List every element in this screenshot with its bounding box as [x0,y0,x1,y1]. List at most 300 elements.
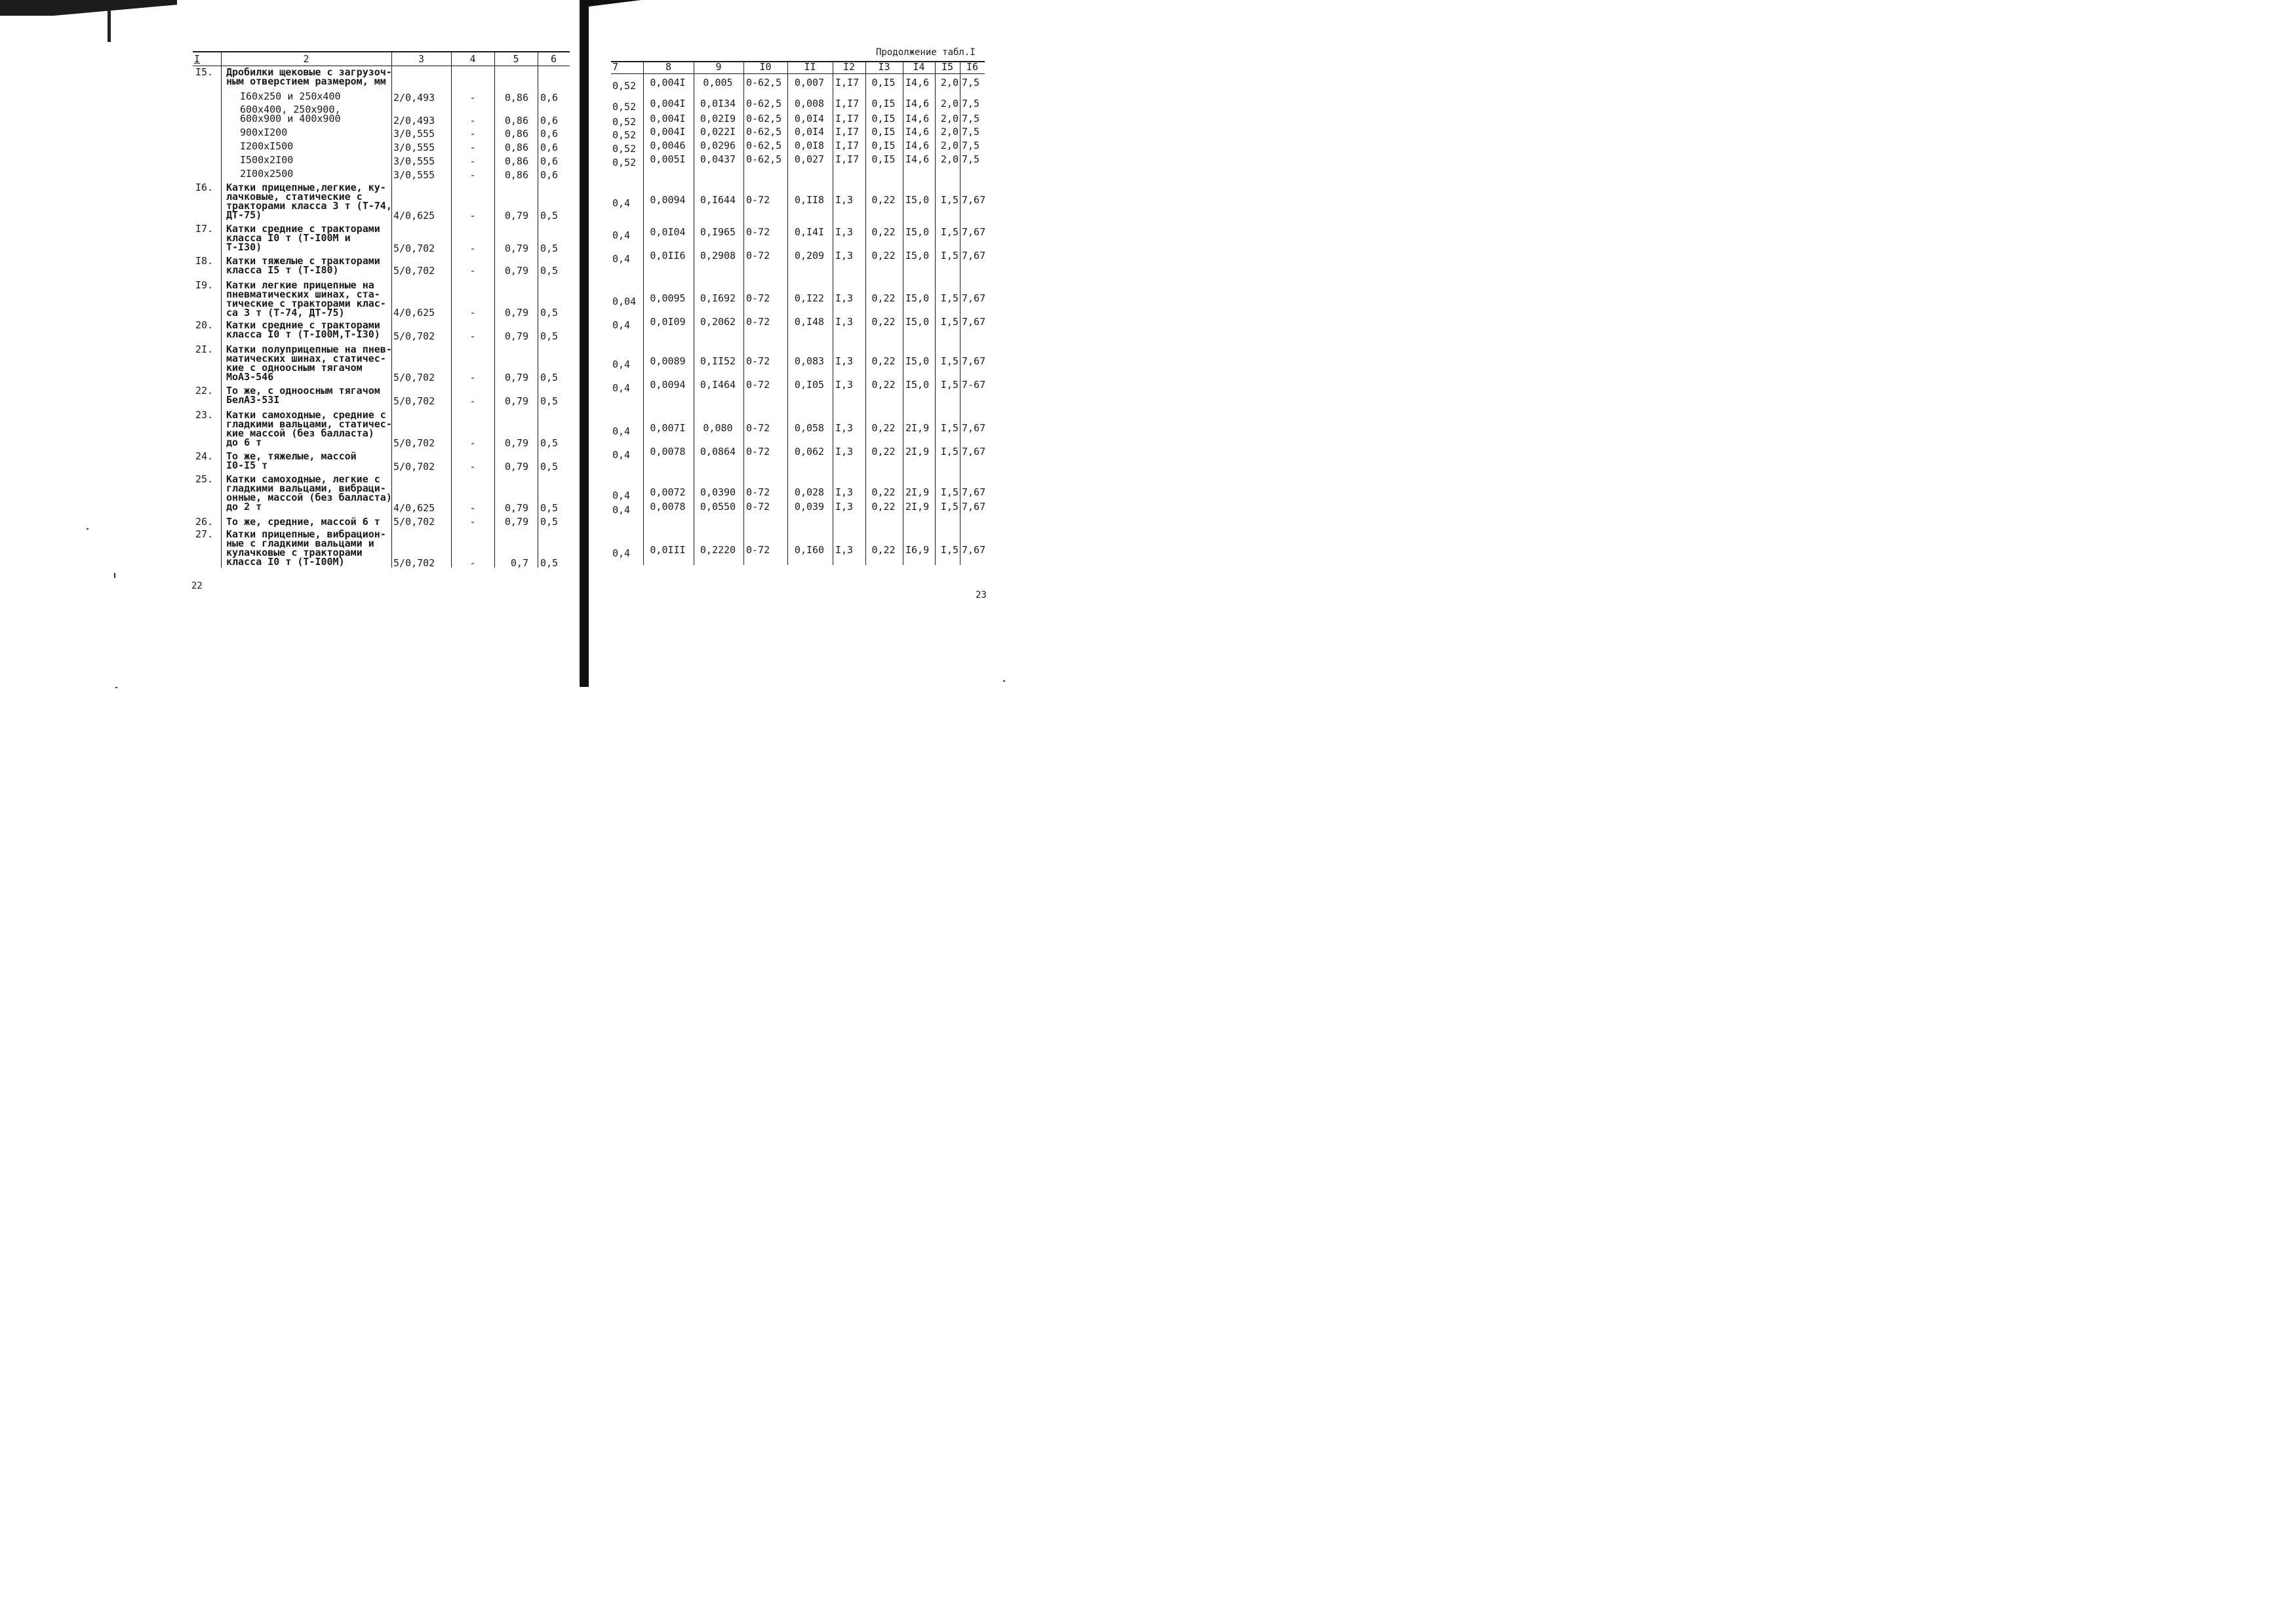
row-description-line: 900xI200 [240,126,288,138]
cell-col-14: I5,0 [905,355,930,367]
cell-col-16: 7,67 [962,446,986,457]
header-col-16: I6 [966,61,979,73]
header-col-2: 2 [303,53,309,65]
cell-col-13: 0,I5 [871,126,896,138]
row-description-line: Катки прицепные,легкие, ку- [226,182,386,193]
row-description-line: 600x400, 250x900, [240,104,341,115]
cell-col-4: - [469,115,476,126]
cell-col-5: 0,79 [504,265,528,277]
cell-col-14: I5,0 [905,194,930,206]
cell-col-4: - [469,502,476,514]
cell-col-11: 0,007 [794,77,825,88]
column-divider [743,61,744,565]
cell-col-12: I,I7 [835,77,860,88]
cell-col-10: 0-72 [746,422,770,434]
cell-col-6: 0,6 [540,155,559,167]
cell-col-7: 0,4 [612,504,631,516]
scan-speck [115,687,117,688]
cell-col-13: 0,22 [871,379,896,391]
cell-col-16: 7,67 [962,226,986,238]
table-continuation-title: Продолжение табл.I [876,47,976,58]
cell-col-15: 2,0 [940,126,959,138]
cell-col-4: - [469,243,476,254]
cell-col-15: 2,0 [940,140,959,151]
cell-col-16: 7,67 [962,292,986,304]
cell-col-13: 0,22 [871,250,896,262]
cell-col-10: 0-72 [746,544,770,556]
cell-col-4: - [469,557,476,569]
cell-col-14: I4,6 [905,77,930,88]
cell-col-15: I,5 [940,501,959,513]
row-description-line: 2I00x2500 [240,168,294,180]
cell-col-4: - [469,265,476,277]
cell-col-5: 0,86 [504,115,528,126]
cell-col-12: I,3 [835,226,854,238]
column-divider [391,51,392,568]
cell-col-3: 5/0,702 [393,557,435,569]
cell-col-8: 0,0II6 [650,250,686,262]
cell-col-11: 0,I05 [794,379,825,391]
cell-col-9: 0,2908 [700,250,736,262]
cell-col-6: 0,5 [540,502,559,514]
cell-col-7: 0,4 [612,253,631,265]
cell-col-10: 0-72 [746,292,770,304]
cell-col-3: 5/0,702 [393,243,435,254]
cell-col-6: 0,5 [540,437,559,449]
cell-col-16: 7,67 [962,316,986,328]
row-number: 23. [195,409,214,421]
cell-col-9: 0,005 [703,77,733,88]
cell-col-15: 2,0 [940,153,959,165]
cell-col-7: 0,04 [612,296,637,307]
cell-col-7: 0,4 [612,382,631,394]
cell-col-14: I5,0 [905,226,930,238]
row-description-line: класса I0 т (Т-I00М и [226,232,351,244]
cell-col-4: - [469,395,476,407]
cell-col-10: 0-62,5 [746,140,782,151]
header-col-7: 7 [612,61,619,73]
cell-col-5: 0,79 [504,330,528,342]
cell-col-6: 0,5 [540,243,559,254]
row-description-line: Катки полуприцепные на пнев- [226,343,392,355]
header-col-6: 6 [550,53,557,65]
cell-col-11: 0,I48 [794,316,825,328]
cell-col-6: 0,5 [540,307,559,319]
row-number: I9. [195,279,214,291]
page-number-left: 22 [191,581,203,591]
cell-col-3: 4/0,625 [393,502,435,514]
cell-col-13: 0,22 [871,486,896,498]
scan-speck [1003,680,1005,682]
cell-col-8: 0,004I [650,126,686,138]
cell-col-12: I,3 [835,194,854,206]
header-col-13: I3 [878,61,890,73]
row-number: 26. [195,516,214,528]
cell-col-11: 0,062 [794,446,825,457]
cell-col-8: 0,0072 [650,486,686,498]
row-description-line: класса I0 т (Т-I00М) [226,556,345,568]
scan-speck [114,573,115,578]
cell-col-13: 0,I5 [871,140,896,151]
cell-col-8: 0,0078 [650,501,686,513]
cell-col-8: 0,0094 [650,379,686,391]
cell-col-3: 2/0,493 [393,115,435,126]
row-description-line: Дробилки щековые с загрузоч- [226,66,392,78]
header-col-4: 4 [469,53,476,65]
cell-col-16: 7,67 [962,486,986,498]
cell-col-11: 0,0I4 [794,126,825,138]
cell-col-7: 0,4 [612,319,631,331]
cell-col-9: 0,0I34 [700,98,736,109]
cell-col-16: 7,67 [962,194,986,206]
header-col-1: I [194,53,201,65]
cell-col-3: 4/0,625 [393,307,435,319]
cell-col-15: I,5 [940,194,959,206]
cell-col-11: 0,209 [794,250,825,262]
cell-col-13: 0,22 [871,446,896,457]
row-number: 25. [195,473,214,485]
cell-col-5: 0,79 [504,516,528,528]
row-description-line: То же, тяжелые, массой [226,450,357,462]
cell-col-6: 0,6 [540,115,559,126]
book-spine [580,0,589,687]
cell-col-10: 0-62,5 [746,113,782,125]
header-col-12: I2 [842,61,856,73]
cell-col-9: 0,I692 [700,292,736,304]
cell-col-14: I4,6 [905,153,930,165]
cell-col-15: I,5 [940,544,959,556]
cell-col-5: 0,86 [504,128,528,140]
cell-col-12: I,3 [835,316,854,328]
cell-col-7: 0,4 [612,197,631,209]
cell-col-7: 0,52 [612,80,637,92]
cell-col-4: - [469,169,476,181]
cell-col-8: 0,0094 [650,194,686,206]
cell-col-16: 7,67 [962,501,986,513]
cell-col-13: 0,22 [871,355,896,367]
row-description-line: гладкими вальцами, статичес- [226,418,392,430]
cell-col-3: 5/0,702 [393,437,435,449]
cell-col-12: I,3 [835,501,854,513]
cell-col-9: 0,II52 [700,355,736,367]
cell-col-10: 0-72 [746,316,770,328]
cell-col-7: 0,4 [612,425,631,437]
row-description-line: тические с тракторами клас- [226,298,386,309]
cell-col-3: 5/0,702 [393,395,435,407]
cell-col-16: 7,5 [962,153,980,165]
cell-col-4: - [469,307,476,319]
cell-col-12: I,3 [835,486,854,498]
row-description-line: То же, с одноосным тягачом [226,385,380,397]
cell-col-13: 0,I5 [871,98,896,109]
cell-col-15: I,5 [940,226,959,238]
cell-col-9: 0,0390 [700,486,736,498]
cell-col-10: 0-72 [746,226,770,238]
cell-col-13: 0,22 [871,422,896,434]
cell-col-11: 0,083 [794,355,825,367]
cell-col-12: I,I7 [835,126,860,138]
cell-col-3: 5/0,702 [393,461,435,473]
cell-col-15: I,5 [940,486,959,498]
cell-col-5: 0,79 [504,437,528,449]
book-spine-shadow [589,0,641,7]
cell-col-14: I6,9 [905,544,930,556]
cell-col-15: I,5 [940,446,959,457]
cell-col-12: I,3 [835,422,854,434]
cell-col-5: 0,79 [504,395,528,407]
cell-col-10: 0-72 [746,379,770,391]
cell-col-8: 0,0046 [650,140,686,151]
cell-col-10: 0-72 [746,250,770,262]
cell-col-16: 7,5 [962,113,980,125]
cell-col-8: 0,004I [650,98,686,109]
cell-col-11: 0,I60 [794,544,825,556]
cell-col-11: 0,I4I [794,226,825,238]
header-col-8: 8 [665,61,672,73]
row-description-line: ДТ-75) [226,209,262,221]
cell-col-9: 0,080 [703,422,733,434]
cell-col-3: 3/0,555 [393,155,435,167]
cell-col-8: 0,0I09 [650,316,686,328]
cell-col-4: - [469,92,476,104]
cell-col-16: 7,67 [962,355,986,367]
row-description-line: Катки средние с тракторами [226,319,380,331]
cell-col-9: 0,0437 [700,153,736,165]
cell-col-7: 0,4 [612,547,631,559]
cell-col-8: 0,0078 [650,446,686,457]
cell-col-4: - [469,461,476,473]
row-description-line: То же, средние, массой 6 т [226,516,380,528]
cell-col-13: 0,I5 [871,153,896,165]
cell-col-10: 0-72 [746,194,770,206]
cell-col-16: 7-67 [962,379,986,391]
cell-col-12: I,I7 [835,140,860,151]
row-description-line: гладкими вальцами, вибраци- [226,482,386,494]
cell-col-14: I5,0 [905,250,930,262]
cell-col-4: - [469,516,476,528]
cell-col-6: 0,6 [540,92,559,104]
cell-col-7: 0,4 [612,359,631,370]
row-number: 27. [195,528,214,540]
cell-col-4: - [469,372,476,383]
cell-col-7: 0,4 [612,449,631,461]
cell-col-8: 0,005I [650,153,686,165]
scan-shadow [0,0,177,16]
cell-col-11: 0,I22 [794,292,825,304]
row-description-line: 600x900 и 400x900 [240,113,341,125]
cell-col-14: I4,6 [905,113,930,125]
cell-col-16: 7,67 [962,250,986,262]
cell-col-6: 0,5 [540,395,559,407]
row-description-line: I200xI500 [240,140,294,152]
row-description-line: кие массой (без балласта) [226,427,374,439]
cell-col-16: 7,5 [962,77,980,88]
row-description-line: Катки средние с тракторами [226,223,380,235]
row-number: I6. [195,182,214,193]
row-description-line: Катки легкие прицепные на [226,279,374,291]
cell-col-12: I,I7 [835,153,860,165]
cell-col-13: 0,22 [871,316,896,328]
cell-col-8: 0,004I [650,113,686,125]
cell-col-11: 0,0I8 [794,140,825,151]
header-col-9: 9 [715,61,722,73]
cell-col-14: 2I,9 [905,501,930,513]
cell-col-10: 0-72 [746,486,770,498]
row-description-line: I0-I5 т [226,459,268,471]
cell-col-9: 0,I644 [700,194,736,206]
row-number: 20. [195,319,214,331]
cell-col-16: 7,67 [962,544,986,556]
cell-col-13: 0,22 [871,292,896,304]
cell-col-16: 7,5 [962,140,980,151]
cell-col-14: I4,6 [905,140,930,151]
cell-col-6: 0,6 [540,142,559,153]
cell-col-7: 0,4 [612,490,631,501]
cell-col-13: 0,22 [871,501,896,513]
row-description-line: до 6 т [226,437,262,448]
table-top-rule [193,51,570,52]
header-col-15: I5 [941,61,954,73]
cell-col-12: I,3 [835,292,854,304]
cell-col-5: 0,79 [504,210,528,222]
cell-col-6: 0,5 [540,461,559,473]
cell-col-6: 0,6 [540,169,559,181]
row-description-line: класса I5 т (Т-I80) [226,264,339,276]
row-number: I8. [195,255,214,267]
row-description-line: пневматических шинах, ста- [226,288,380,300]
cell-col-5: 0,79 [504,243,528,254]
cell-col-14: I4,6 [905,98,930,109]
header-col-14: I4 [913,61,925,73]
cell-col-8: 0,0I04 [650,226,686,238]
cell-col-6: 0,5 [540,210,559,222]
cell-col-3: 3/0,555 [393,128,435,140]
cell-col-7: 0,52 [612,116,637,128]
cell-col-10: 0-72 [746,446,770,457]
cell-col-9: 0,02I9 [700,113,736,125]
row-description-line: онные, массой (без балласта) [226,492,392,503]
cell-col-7: 0,52 [612,101,637,113]
cell-col-10: 0-62,5 [746,153,782,165]
cell-col-9: 0,I965 [700,226,736,238]
row-description-line: I500x2I00 [240,154,294,166]
row-number: 24. [195,450,214,462]
cell-col-14: I4,6 [905,126,930,138]
row-description-line: кие с одноосным тягачом [226,362,363,374]
row-number: I7. [195,223,214,235]
cell-col-12: I,3 [835,355,854,367]
cell-col-8: 0,0089 [650,355,686,367]
cell-col-12: I,I7 [835,113,860,125]
cell-col-7: 0,4 [612,229,631,241]
header-rule [611,73,985,74]
row-description-line: тракторами класса 3 т (Т-74, [226,200,392,212]
row-description-line: са 3 т (Т-74, ДТ-75) [226,307,345,319]
cell-col-5: 0,86 [504,92,528,104]
cell-col-11: 0,027 [794,153,825,165]
header-col-3: 3 [418,53,425,65]
cell-col-12: I,3 [835,379,854,391]
column-divider [221,51,222,568]
cell-col-3: 2/0,493 [393,92,435,104]
cell-col-15: I,5 [940,316,959,328]
row-description-line: ные с гладкими вальцами и [226,537,374,549]
row-description-line: лачковые, статические с [226,191,363,203]
row-description-line: Катки самоходные, средние с [226,409,386,421]
cell-col-12: I,3 [835,250,854,262]
cell-col-11: 0,058 [794,422,825,434]
cell-col-5: 0,7 [510,557,528,569]
row-description-line: I60x250 и 250x400 [240,90,341,102]
header-col-5: 5 [513,53,519,65]
row-description-line: ным отверстием размером, мм [226,75,386,87]
cell-col-4: - [469,210,476,222]
cell-col-14: I5,0 [905,292,930,304]
cell-col-15: 2,0 [940,77,959,88]
row-number: 2I. [195,343,214,355]
cell-col-11: 0,039 [794,501,825,513]
cell-col-10: 0-72 [746,355,770,367]
cell-col-5: 0,79 [504,307,528,319]
cell-col-10: 0-62,5 [746,77,782,88]
cell-col-9: 0,0550 [700,501,736,513]
row-description-line: матических шинах, статичес- [226,353,386,364]
cell-col-13: 0,I5 [871,77,896,88]
cell-col-14: 2I,9 [905,446,930,457]
cell-col-12: I,3 [835,446,854,457]
cell-col-13: 0,22 [871,194,896,206]
cell-col-6: 0,5 [540,516,559,528]
cell-col-5: 0,79 [504,461,528,473]
cell-col-4: - [469,330,476,342]
cell-col-4: - [469,128,476,140]
header-col-11: II [804,61,816,73]
cell-col-16: 7,67 [962,422,986,434]
cell-col-3: 3/0,555 [393,169,435,181]
cell-col-8: 0,007I [650,422,686,434]
cell-col-5: 0,79 [504,502,528,514]
cell-col-7: 0,52 [612,129,637,141]
cell-col-14: I5,0 [905,316,930,328]
cell-col-15: 2,0 [940,113,959,125]
cell-col-3: 5/0,702 [393,516,435,528]
cell-col-15: I,5 [940,422,959,434]
row-description-line: кулачковые с тракторами [226,547,363,558]
cell-col-10: 0-62,5 [746,126,782,138]
cell-col-15: I,5 [940,250,959,262]
cell-col-16: 7,5 [962,98,980,109]
cell-col-14: 2I,9 [905,422,930,434]
cell-col-4: - [469,155,476,167]
cell-col-9: 0,2220 [700,544,736,556]
cell-col-15: I,5 [940,355,959,367]
row-number: 22. [195,385,214,397]
cell-col-3: 3/0,555 [393,142,435,153]
scan-speck [87,528,89,530]
cell-col-15: I,5 [940,379,959,391]
cell-col-8: 0,004I [650,77,686,88]
row-description-line: БелАЗ-53I [226,394,280,406]
row-description-line: Катки прицепные, вибрацион- [226,528,386,540]
cell-col-13: 0,22 [871,544,896,556]
cell-col-9: 0,0864 [700,446,736,457]
cell-col-5: 0,86 [504,169,528,181]
cell-col-9: 0,I464 [700,379,736,391]
cell-col-8: 0,0095 [650,292,686,304]
cell-col-11: 0,028 [794,486,825,498]
cell-col-9: 0,0296 [700,140,736,151]
row-description-line: Катки тяжелые с тракторами [226,255,380,267]
